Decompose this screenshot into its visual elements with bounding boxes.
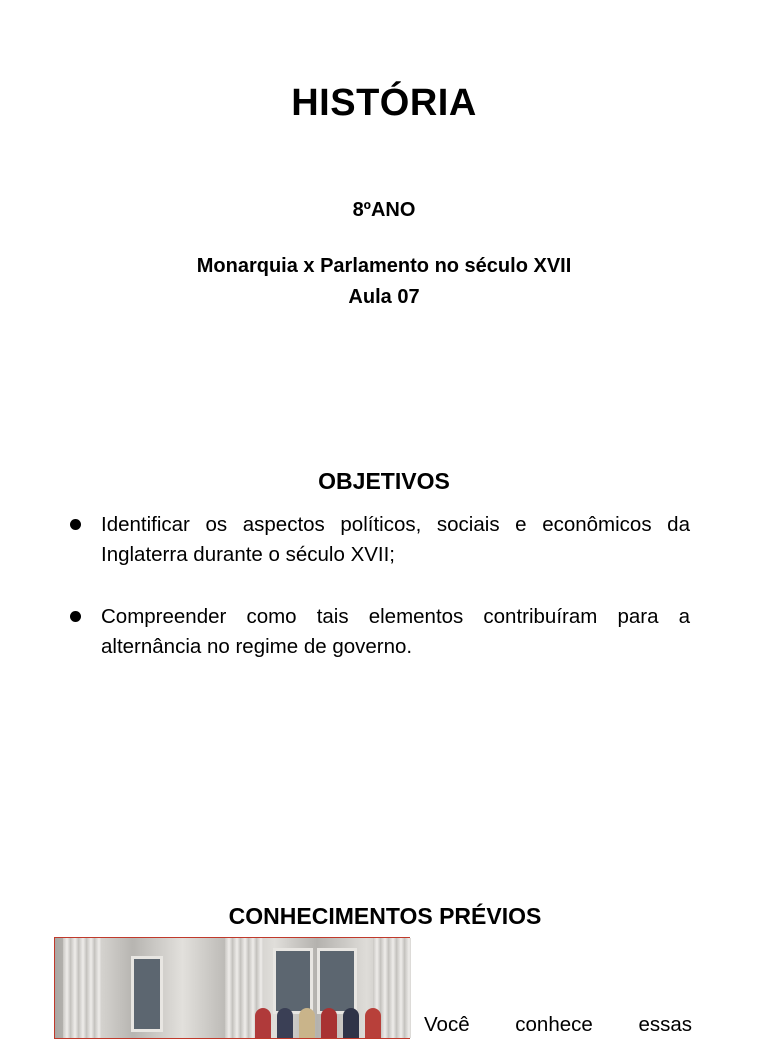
prior-knowledge-text: Você conhece essas [424, 1013, 692, 1036]
objective-text: Identificar os aspectos políticos, sociais e econômicos da Inglaterra durante o século XVII; [101, 513, 690, 566]
photo-figure [343, 1008, 359, 1038]
photo-window [131, 956, 163, 1032]
photo-window [317, 948, 357, 1014]
objective-item [64, 510, 690, 570]
objective-text: Compreender como tais elementos contribuíram para a alternância no regime de governo. [101, 605, 690, 658]
lesson-topic: Monarquia x Parlamento no século XVII [196, 255, 572, 277]
photo-figure [321, 1008, 337, 1038]
objectives-list [64, 510, 690, 694]
grade-label: 8ºANO [352, 199, 416, 221]
photo-column [63, 938, 101, 1038]
photo-window [273, 948, 313, 1014]
objective-item [64, 602, 690, 662]
photo-figure [299, 1008, 315, 1038]
photo-figure [365, 1008, 381, 1038]
photo-figure [255, 1008, 271, 1038]
bullet-dot-icon [70, 519, 81, 530]
photo-figure [277, 1008, 293, 1038]
palace-balcony-photo [54, 937, 410, 1039]
page-title: HISTÓRIA [291, 82, 477, 124]
bullet-dot-icon [70, 611, 81, 622]
prior-knowledge-heading: CONHECIMENTOS PRÉVIOS [228, 903, 542, 929]
lesson-number: Aula 07 [348, 286, 420, 308]
lesson-subtitle [0, 251, 768, 313]
objectives-heading: OBJETIVOS [318, 468, 450, 494]
